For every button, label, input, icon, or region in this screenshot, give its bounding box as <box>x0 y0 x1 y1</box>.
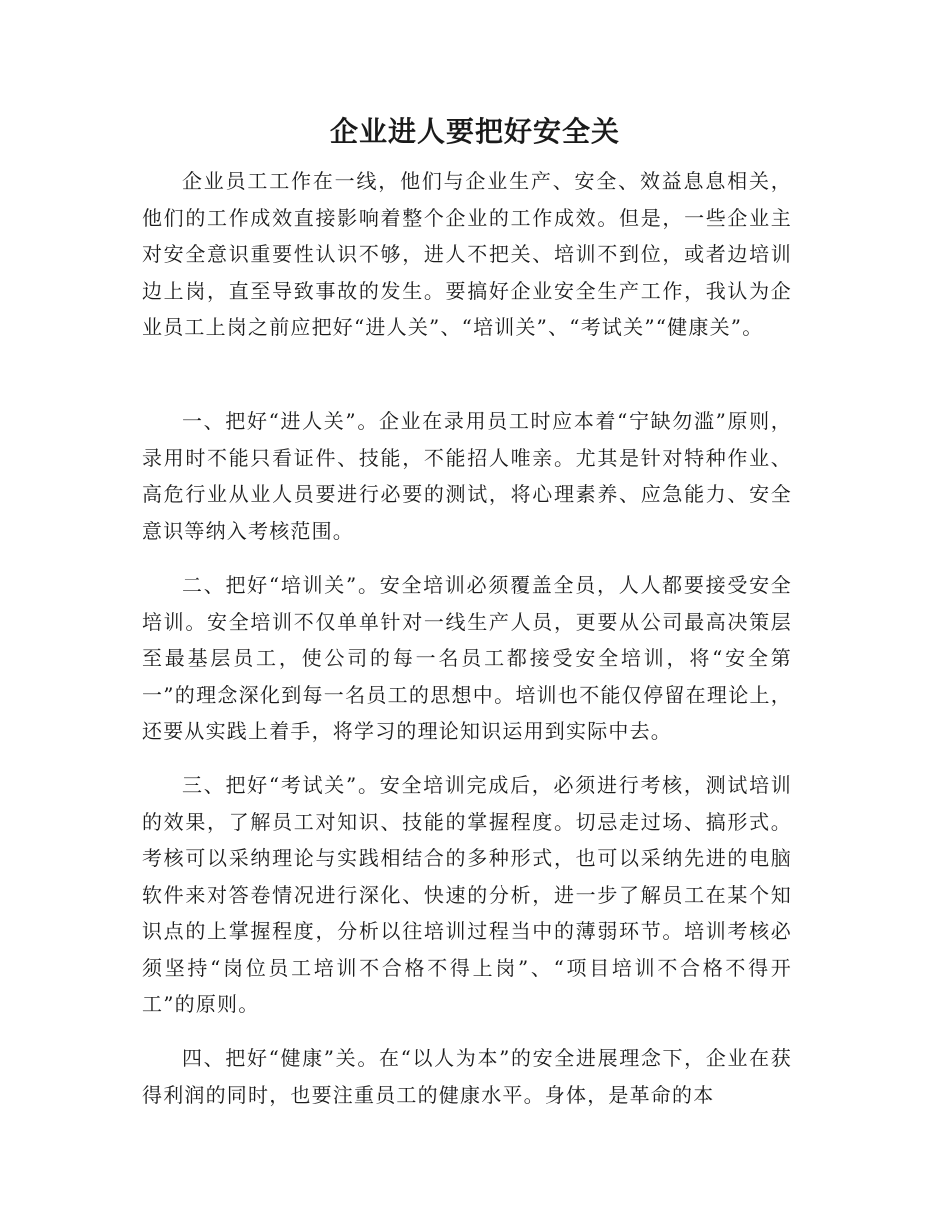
paragraph-exam: 三、把好“考试关”。安全培训完成后，必须进行考核，测试培训的效果，了解员工对知识、技能的掌握程度。切忌走过场、搞形式。考核可以采纳理论与实践相结合的多种形式，也可以采纳先进的电脑软件来对答卷情况进行深化、快速的分析，进一步了解员工在某个知识点的上掌握程度，分析以往培训过程当中的薄弱环节。培训考核必须坚持“岗位员工培训不合格不得上岗”、“项目培训不合格不得开工”的原则。 <box>142 773 792 1016</box>
paragraph-hiring: 一、把好“进人关”。企业在录用员工时应本着“宁缺勿滥”原则，录用时不能只看证件、技能，不能招人唯亲。尤其是针对特种作业、高危行业从业人员要进行必要的测试，将心理素养、应急能力、安全意识等纳入考核范围。 <box>142 409 792 543</box>
paragraph-training: 二、把好“培训关”。安全培训必须覆盖全员，人人都要接受安全培训。安全培训不仅单单针对一线生产人员，更要从公司最高决策层至最基层员工，使公司的每一名员工都接受安全培训，将“安全第一”的理念深化到每一名员工的思想中。培训也不能仅停留在理论上，还要从实践上着手，将学习的理论知识运用到实际中去。 <box>142 573 792 743</box>
paragraph-health: 四、把好“健康”关。在“以人为本”的安全进展理念下，企业在获得利润的同时，也要注重员工的健康水平。身体，是革命的本 <box>142 1046 792 1107</box>
document-title: 企业进人要把好安全关 <box>329 115 620 148</box>
paragraph-intro: 企业员工工作在一线，他们与企业生产、安全、效益息息相关，他们的工作成效直接影响着整个企业的工作成效。但是，一些企业主对安全意识重要性认识不够，进人不把关、培训不到位，或者边培训边上岗，直至导致事故的发生。要搞好企业安全生产工作，我认为企业员工上岗之前应把好“进人关”、“培训关”、“考试关”“健康关”。 <box>142 169 792 339</box>
